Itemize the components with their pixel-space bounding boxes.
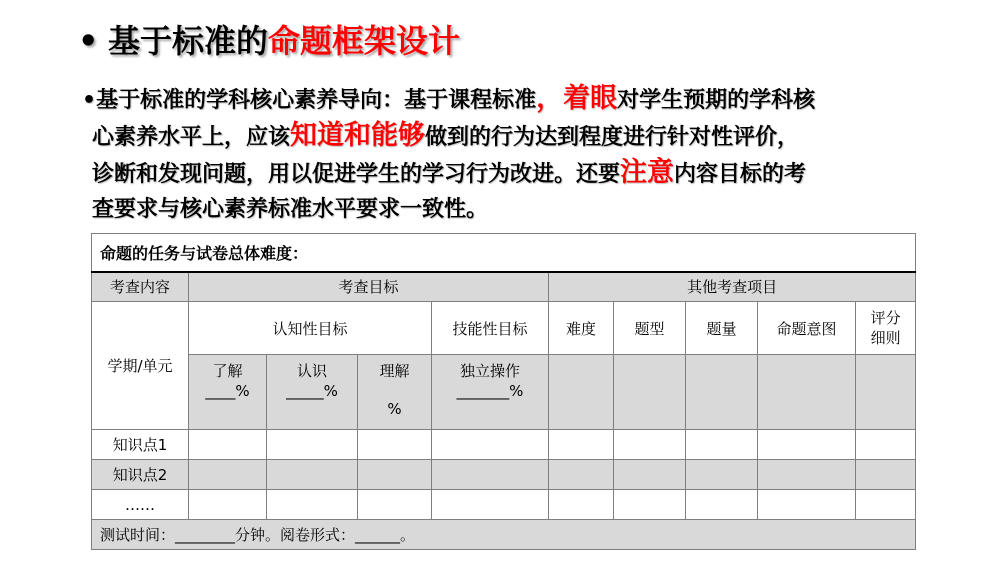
intent-header: 命题意图 [758,302,856,355]
row-label: 知识点2 [92,460,189,490]
paragraph-text: 基于标准的学科核心素养导向：基于课程标准 [96,88,537,113]
highlight-zhuoyan: ，着眼 [536,83,618,114]
comprehend-label: 理解 [379,362,410,380]
paragraph-line-3 [82,154,932,191]
row-label: 知识点1 [92,430,189,460]
paragraph-text: 诊断和发现问题，用以促进学生的学习行为改进。还要 [92,162,621,187]
recognize-pct: _____% [286,382,338,400]
highlight-zhuyi: 注意 [620,157,675,188]
empty-cell [856,355,916,430]
slide-title [78,16,460,62]
scoring-header [856,302,916,355]
qamount-header: 题量 [686,302,758,355]
table-row [92,460,916,490]
understand-cell [189,355,267,430]
cognitive-goal-header: 认知性目标 [189,302,432,355]
row-label: …… [92,490,189,520]
recognize-label: 认识 [296,362,327,380]
operate-pct: _______% [456,382,524,400]
title-highlight: 命题框架设计 [268,22,461,60]
skill-goal-header: 技能性目标 [432,302,549,355]
paragraph-line-1 [82,80,932,117]
understand-pct: ____% [205,382,250,400]
empty-cell [614,355,686,430]
paragraph-line-2 [82,117,932,154]
paragraph-line-4: 查要求与核心素养标准水平要求一致性。 [92,197,489,222]
scoring-line-2: 细则 [870,329,901,347]
empty-cell [758,355,856,430]
paragraph-text: 做到的行为达到程度进行针对性评价， [425,125,800,150]
header-content: 考查内容 [92,272,189,302]
qtype-header: 题型 [614,302,686,355]
header-goal: 考查目标 [189,272,549,302]
title-prefix: 基于标准的 [108,22,269,60]
understand-label: 了解 [212,362,243,380]
requirements-table-wrapper [91,233,915,549]
header-other: 其他考查项目 [549,272,916,302]
difficulty-header: 难度 [549,302,614,355]
paragraph-text: 心素养水平上，应该 [92,125,291,150]
comprehend-pct: % [387,400,402,418]
highlight-zhidao-nenggou: 知道和能够 [290,120,426,151]
table-row [92,490,916,520]
term-unit-cell: 学期/单元 [92,302,189,430]
body-paragraph [82,80,932,228]
operate-label: 独立操作 [459,362,520,380]
scoring-line-1: 评分 [870,309,901,327]
table-caption: 命题的任务与试卷总体难度： [92,234,916,272]
paragraph-text: 内容目标的考 [674,162,807,187]
paragraph-bullet: • [82,88,97,113]
title-bullet: • [78,22,99,60]
paragraph-text: 对学生预期的学科核 [617,88,816,113]
empty-cell [549,355,614,430]
comprehend-cell [358,355,432,430]
requirements-table [91,233,916,550]
table-row [92,430,916,460]
operate-cell [432,355,549,430]
recognize-cell [267,355,358,430]
empty-cell [686,355,758,430]
table-footer: 测试时间：________分钟。阅卷形式：______。 [92,520,916,550]
